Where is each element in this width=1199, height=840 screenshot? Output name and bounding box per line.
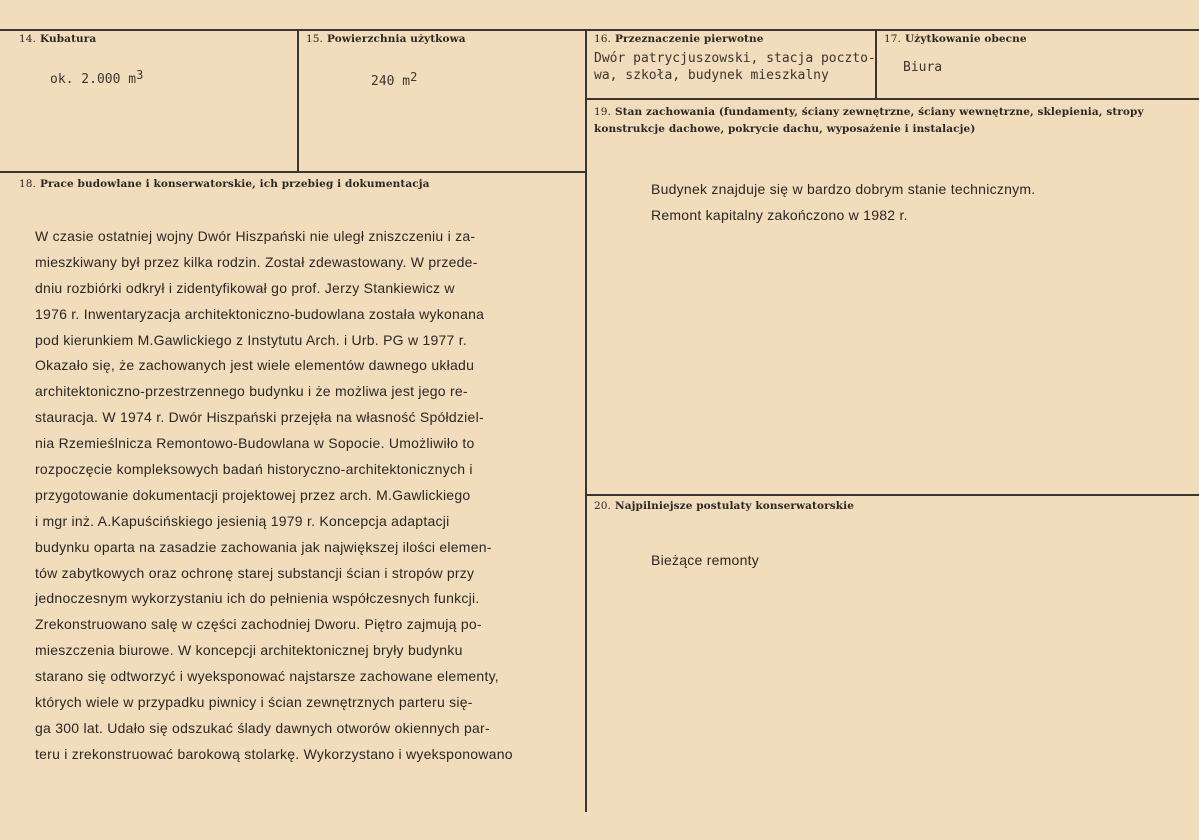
- text-line: budynku oparta na zasadzie zachowania jak największej ilości elemen-: [35, 538, 492, 555]
- field-18-label: Prace budowlane i konserwatorskie, ich przebieg i dokumentacja: [40, 178, 430, 190]
- text-line: teru i zrekonstruować barokową stolarkę. Wykorzystano i wyeksponowano: [35, 745, 513, 762]
- field-18-text: [35, 224, 513, 768]
- text-line: dniu rozbiórki odkrył i zidentyfikował go prof. Jerzy Stankiewicz w: [35, 279, 455, 296]
- field-15-value: [371, 70, 418, 89]
- field-17-header: [884, 33, 1027, 45]
- field-19-label: Stan zachowania (fundamenty, ściany zewnętrzne, ściany wewnętrzne, sklepienia, stropy konstrukcje dachowe, pokrycie dachu, wyposażenie i instalacje): [594, 106, 1144, 135]
- text-line: mieszczenia biurowe. W koncepcji architektonicznej bryły budynku: [35, 642, 463, 659]
- text-line: przygotowanie dokumentacji projektowej przez arch. M.Gawlickiego: [35, 486, 471, 503]
- field-16-value-line-2: wa, szkoła, budynek mieszkalny: [594, 68, 829, 83]
- area-unit-superscript: 2: [410, 70, 418, 84]
- field-19-number: 19.: [594, 106, 611, 118]
- field-20-number: 20.: [594, 500, 611, 512]
- text-line: nia Rzemieślnicza Remontowo-Budowlana w Sopocie. Umożliwiło to: [35, 435, 475, 452]
- field-16-number: 16.: [594, 33, 611, 45]
- field-18-header: [19, 178, 430, 190]
- field-14-header: [19, 33, 96, 45]
- field-20-value: Bieżące remonty: [651, 552, 760, 568]
- cubature-unit-superscript: 3: [136, 68, 144, 82]
- text-line: W czasie ostatniej wojny Dwór Hiszpański nie uległ zniszczeniu i za-: [35, 228, 476, 244]
- text-line: tów zabytkowych oraz ochronę starej substancji ścian i stropów przy: [35, 564, 475, 581]
- field-16-value-line-1: Dwór patrycjuszowski, stacja poczto-: [594, 51, 876, 66]
- field-17-label: Użytkowanie obecne: [905, 33, 1027, 45]
- field-19-header: [594, 104, 1174, 138]
- field-20-label: Najpilniejsze postulaty konserwatorskie: [615, 500, 854, 512]
- field-16-label: Przeznaczenie pierwotne: [615, 33, 764, 45]
- text-line: Budynek znajduje się w bardzo dobrym stanie technicznym.: [651, 181, 1036, 197]
- text-line: i mgr inż. A.Kapuścińskiego jesienią 1979 r. Koncepcja adaptacji: [35, 512, 450, 529]
- text-line: stauracja. W 1974 r. Dwór Hiszpański przejęła na własność Spółdziel-: [35, 409, 484, 426]
- divider-row16-row19: [585, 98, 1199, 100]
- text-line: architektoniczno-przestrzennego budynku i że możliwa jest jego re-: [35, 383, 468, 400]
- text-line: jednoczesnym wykorzystaniu ich do pełnienia współczesnych funkcji.: [35, 590, 480, 607]
- field-17-value: Biura: [903, 60, 943, 75]
- text-line: Remont kapitalny zakończono w 1982 r.: [651, 207, 908, 223]
- field-16-header: [594, 33, 764, 45]
- text-line: 1976 r. Inwentaryzacja architektoniczno-budowlana została wykonana: [35, 305, 485, 322]
- field-19-text: [651, 176, 1035, 228]
- field-15-number: 15.: [306, 33, 323, 45]
- field-15-label: Powierzchnia użytkowa: [327, 33, 466, 45]
- field-14-label: Kubatura: [40, 33, 97, 45]
- field-14-value: [50, 68, 144, 87]
- text-line: rozpoczęcie kompleksowych badań historyczno-architektonicznych i: [35, 461, 473, 478]
- text-line: Zrekonstruowano salę w części zachodniej Dworu. Piętro zajmują po-: [35, 616, 482, 633]
- field-14-number: 14.: [19, 33, 36, 45]
- field-15-header: [306, 33, 466, 45]
- area-text: 240 m: [371, 74, 411, 89]
- divider-14-15: [297, 29, 299, 171]
- text-line: Okazało się, że zachowanych jest wiele elementów dawnego układu: [35, 357, 475, 374]
- text-line: których wiele w przypadku piwnicy i ścian zewnętrznych parteru się-: [35, 694, 473, 711]
- field-17-number: 17.: [884, 33, 901, 45]
- text-line: starano się odtworzyć i wyeksponować najstarsze zachowane elementy,: [35, 668, 499, 685]
- text-line: ga 300 lat. Udało się odszukać ślady dawnych otworów okiennych par-: [35, 719, 490, 736]
- divider-left-right: [585, 29, 587, 812]
- cubature-text: ok. 2.000 m: [50, 72, 137, 87]
- divider-row19-row20: [585, 494, 1199, 496]
- field-18-number: 18.: [19, 178, 36, 190]
- text-line: mieszkiwany był przez kilka rodzin. Został zdewastowany. W przede-: [35, 253, 478, 270]
- top-border: [0, 29, 1199, 31]
- text-line: pod kierunkiem M.Gawlickiego z Instytutu Arch. i Urb. PG w 1977 r.: [35, 331, 468, 348]
- field-20-header: [594, 500, 854, 512]
- divider-row1-row18: [0, 171, 585, 173]
